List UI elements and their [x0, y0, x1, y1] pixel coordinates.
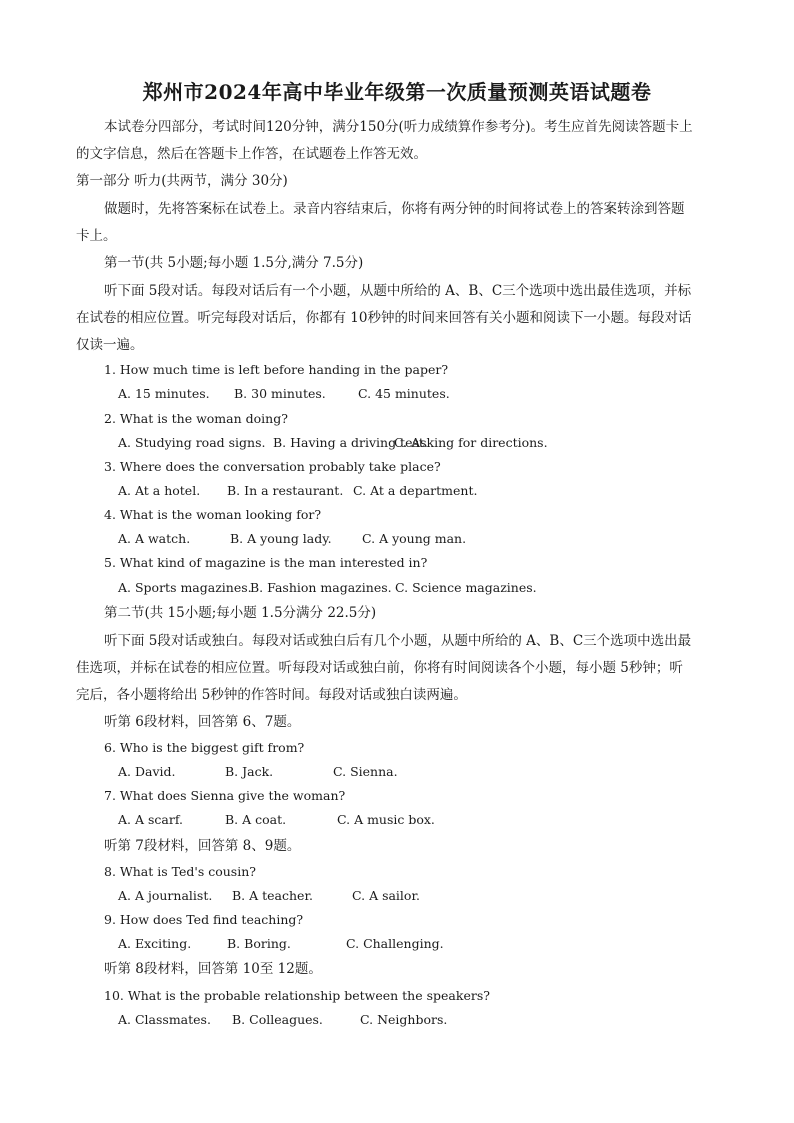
option-b: B. A coat. [225, 812, 287, 827]
question-stem: 4. What is the woman looking for? [104, 507, 322, 522]
option-c: C. Challenging. [346, 936, 444, 951]
material-6-heading: 听第 6段材料，回答第 6、7题。 [104, 714, 301, 730]
option-b: B. Fashion magazines. [250, 580, 392, 595]
section2-heading: 第二节(共 15小题;每小题 1.5分满分 22.5分) [104, 605, 377, 621]
option-c: C. A sailor. [352, 888, 421, 903]
option-c: C. At a department. [353, 483, 478, 498]
question-stem: 1. How much time is left before handing in the paper? [104, 362, 449, 377]
question-stem: 10. What is the probable relationship between the speakers? [104, 988, 490, 1003]
intro-line-1: 本试卷分四部分，考试时间120分钟，满分150分(听力成绩算作参考分)。考生应首先阅读答题卡上 [104, 119, 693, 135]
option-b: B. 30 minutes. [234, 386, 326, 401]
section1-heading: 第一节(共 5小题;每小题 1.5分,满分 7.5分) [104, 255, 364, 271]
option-b: B. Jack. [225, 764, 274, 779]
option-c: C. Sienna. [333, 764, 398, 779]
option-a: A. Exciting. [118, 936, 192, 951]
option-a: A. 15 minutes. [118, 386, 210, 401]
question-stem: 5. What kind of magazine is the man interested in? [104, 555, 428, 570]
option-b: B. Having a driving test. [273, 435, 428, 450]
question-stem: 2. What is the woman doing? [104, 411, 288, 426]
option-b: B. In a restaurant. [227, 483, 344, 498]
option-a: A. A journalist. [118, 888, 213, 903]
option-c: C. Neighbors. [360, 1012, 448, 1027]
question-stem: 6. Who is the biggest gift from? [104, 740, 305, 755]
question-stem: 7. What does Sienna give the woman? [104, 788, 346, 803]
question-stem: 3. Where does the conversation probably take place? [104, 459, 441, 474]
question-stem: 9. How does Ted find teaching? [104, 912, 304, 927]
section2-instruction-3: 完后，各小题将给出 5秒钟的作答时间。每段对话或独白读两遍。 [76, 687, 467, 703]
section2-instruction-1: 听下面 5段对话或独白。每段对话或独白后有几个小题，从题中所给的 A、B、C三个选项中选出最 [104, 633, 692, 649]
material-8-heading: 听第 8段材料，回答第 10至 12题。 [104, 961, 322, 977]
option-a: A. David. [118, 764, 176, 779]
part1-instruction-1: 做题时，先将答案标在试卷上。录音内容结束后，你将有两分钟的时间将试卷上的答案转涂到答题 [104, 201, 685, 217]
material-7-heading: 听第 7段材料，回答第 8、9题。 [104, 838, 301, 854]
option-c: C. A young man. [362, 531, 467, 546]
option-a: A. A scarf. [118, 812, 183, 827]
option-b: B. Boring. [227, 936, 291, 951]
section1-instruction-1: 听下面 5段对话。每段对话后有一个小题，从题中所给的 A、B、C三个选项中选出最佳选项，并标 [104, 283, 692, 299]
option-c: C. Science magazines. [395, 580, 537, 595]
section1-instruction-3: 仅读一遍。 [76, 337, 144, 353]
option-a: A. A watch. [118, 531, 191, 546]
section2-instruction-2: 佳选项，并标在试卷的相应位置。听每段对话或独白前，你将有时间阅读各个小题，每小题 5秒钟；听 [76, 660, 683, 676]
part1-heading: 第一部分 听力(共两节，满分 30分) [76, 173, 288, 189]
option-c: C. A music box. [337, 812, 435, 827]
question-stem: 8. What is Ted's cousin? [104, 864, 256, 879]
section1-instruction-2: 在试卷的相应位置。听完每段对话后，你都有 10秒钟的时间来回答有关小题和阅读下一小题。每段对话 [76, 310, 692, 326]
intro-line-2: 的文字信息，然后在答题卡上作答，在试题卷上作答无效。 [76, 146, 427, 162]
option-a: A. At a hotel. [118, 483, 201, 498]
option-a: A. Studying road signs. [118, 435, 266, 450]
option-b: B. A teacher. [232, 888, 314, 903]
option-a: A. Sports magazines. [118, 580, 252, 595]
option-b: B. A young lady. [230, 531, 332, 546]
option-c: C. 45 minutes. [358, 386, 450, 401]
option-b: B. Colleagues. [232, 1012, 323, 1027]
option-c: C. Asking for directions. [394, 435, 548, 450]
page-title: 郑州市2024年高中毕业年级第一次质量预测英语试题卷 [142, 80, 652, 104]
part1-instruction-2: 卡上。 [76, 228, 117, 244]
option-a: A. Classmates. [118, 1012, 211, 1027]
